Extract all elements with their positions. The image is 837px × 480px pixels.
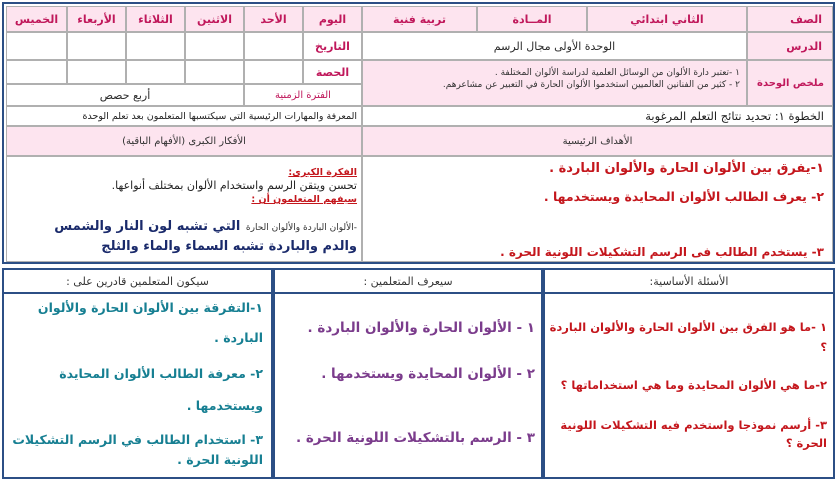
understand-line-2: والدم والباردة تشبه السماء والماء والثلج: [101, 239, 357, 254]
period-cell: [6, 60, 67, 84]
knowledge-text: المعرفة والمهارات الرئيسية التي سيكتسبها المتعلمون بعد تعلم الوحدة: [6, 106, 362, 126]
able-line: الباردة .: [214, 330, 263, 345]
date-cell: [126, 32, 185, 60]
know-header: سيعرف المتعلمين :: [275, 270, 541, 294]
able-column: [2, 268, 273, 479]
know-line: ١ - الألوان الحارة والألوان الباردة .: [307, 320, 535, 336]
lesson-label: الدرس: [747, 32, 833, 60]
date-label: التاريخ: [303, 32, 362, 60]
big-idea-cell: [6, 156, 362, 262]
goal-item: ٢- يعرف الطالب الألوان المحايدة ويستخدمها .: [543, 189, 824, 204]
summary-line: ٢ - كثير من الفنانين العالميين استخدموا الألوان الحارة في التعبير عن مشاعرهم.: [442, 80, 740, 90]
know-column: [273, 268, 543, 479]
summary-line: ١ -تعتبر دارة الألوان من الوسائل العلمية لدراسة الألوان المختلفة .: [494, 68, 740, 78]
able-line: ١-التفرقة بين الألوان الحارة والألوان: [37, 300, 263, 315]
question-line: ٣- أرسم نموذجا واستخدم فيه التشكيلات اللونية: [560, 418, 827, 432]
know-line: ٢ - الألوان المحايدة ويستخدمها .: [321, 366, 535, 382]
grade-label: الصف: [747, 6, 833, 32]
day-label: اليوم: [303, 6, 362, 32]
day-wednesday: الأربعاء: [67, 6, 126, 32]
question-line: ٢-ما هي الألوان المحايدة وما هي استخداماتها ؟: [560, 378, 827, 392]
know-line: ٣ - الرسم بالتشكيلات اللونية الحرة .: [295, 430, 535, 446]
date-cell: [185, 32, 244, 60]
lesson-value: الوحدة الأولى مجال الرسم: [362, 32, 747, 60]
summary-label: ملخص الوحدة: [747, 60, 833, 106]
grade-value: الثاني ابتدائي: [587, 6, 747, 32]
goal-item: ٣- يستخدم الطالب فى الرسم التشكيلات اللونية الحرة .: [500, 245, 824, 259]
lesson-plan-table: [2, 2, 835, 264]
understand-line-1-big: التي تشبه لون النار والشمس: [54, 219, 241, 234]
understand-line-1-small: -الألوان الباردة والألوان الحارة: [245, 223, 357, 233]
period-label: الحصة: [303, 60, 362, 84]
period-cell: [244, 60, 303, 84]
day-thursday: الخميس: [6, 6, 67, 32]
period-cell: [126, 60, 185, 84]
time-label: الفترة الزمنية: [244, 84, 362, 106]
day-monday: الاثنين: [185, 6, 244, 32]
able-line: ويستخدمها .: [186, 398, 263, 413]
summary-cell: [362, 60, 747, 106]
big-idea-text: تحسن ويتقن الرسم واستخدام الألوان بمختلف أنواعها.: [111, 179, 357, 192]
subject-label: المــادة: [477, 6, 587, 32]
period-cell: [185, 60, 244, 84]
time-value: أربع حصص: [6, 84, 244, 106]
goals-header: الأهداف الرئيسية: [362, 126, 833, 156]
understand-title: سيفهم المتعلمون أن :: [251, 194, 357, 205]
big-ideas-header: الأفكار الكبرى (الأفهام الباقية): [6, 126, 362, 156]
day-sunday: الأحد: [244, 6, 303, 32]
date-cell: [6, 32, 67, 60]
able-header: سيكون المتعلمين قادرين على :: [4, 270, 271, 294]
questions-column: [543, 268, 835, 479]
question-line: الحرة ؟: [785, 436, 827, 450]
step-title: الخطوة ١: تحديد نتائج التعلم المرغوبة: [362, 106, 833, 126]
able-line: ٣- استخدام الطالب في الرسم التشكيلات: [12, 432, 263, 447]
goals-cell: [362, 156, 833, 262]
date-cell: [67, 32, 126, 60]
big-idea-title: الفكرة الكبرى:: [288, 167, 357, 178]
questions-header: الأسئلة الأساسية:: [545, 270, 833, 294]
subject-value: تربية فنية: [362, 6, 477, 32]
understand-line-1: [54, 215, 357, 234]
period-cell: [67, 60, 126, 84]
question-line: ١ -ما هو الفرق بين الألوان الحارة والألوان الباردة: [549, 320, 827, 334]
goal-item: ١-يفرق بين الألوان الحارة والألوان الباردة .: [549, 161, 824, 176]
question-line: ؟: [820, 340, 827, 354]
able-line: اللونية الحرة .: [177, 452, 263, 467]
able-line: ٢- معرفة الطالب الألوان المحايدة: [59, 366, 263, 381]
day-tuesday: الثلاثاء: [126, 6, 185, 32]
outcomes-table: [2, 268, 835, 480]
date-cell: [244, 32, 303, 60]
